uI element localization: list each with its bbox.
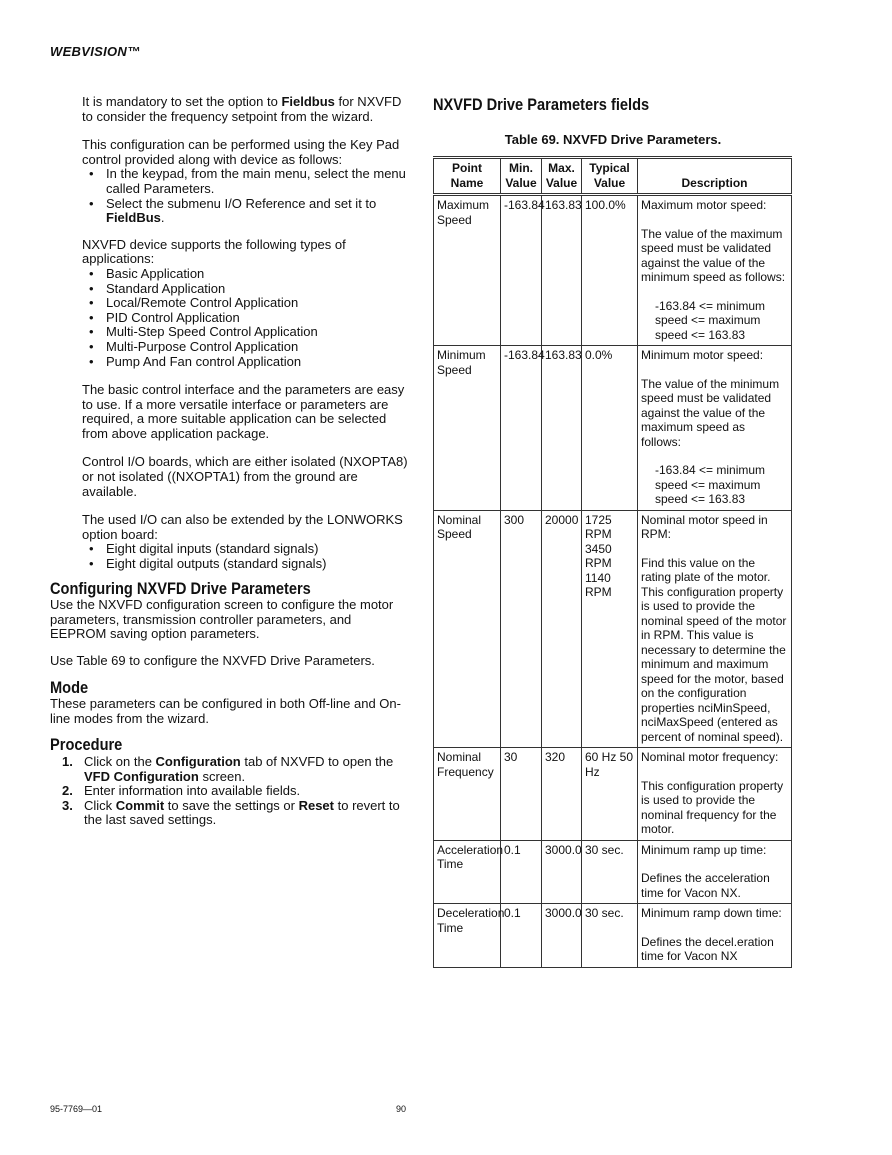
point-name-cell: Minimum Speed xyxy=(434,346,501,511)
description-cell xyxy=(638,840,792,904)
description-text: Nominal motor speed in RPM: xyxy=(641,512,768,541)
max-value-cell: 163.83 xyxy=(542,346,582,511)
list-item: • In the keypad, from the main menu, select the menu called Parameters. xyxy=(82,167,410,196)
table-row xyxy=(434,195,792,346)
configuring-heading: Configuring NXVFD Drive Parameters xyxy=(50,578,311,598)
max-value-cell: 3000.0 xyxy=(542,904,582,968)
description-text: Defines the acceleration time for Vacon NX. xyxy=(641,871,770,900)
table-row xyxy=(434,840,792,904)
table-row xyxy=(434,346,792,511)
control-interface-paragraph: The basic control interface and the parameters are easy to use. If a more versatile interface or parameters are required, a more suitable application can be selected from above application package. xyxy=(82,382,405,441)
table-header-row xyxy=(434,158,792,195)
io-boards-paragraph: Control I/O boards, which are either isolated (NXOPTA8) or not isolated ((NXOPTA1) from the ground are available. xyxy=(82,454,408,499)
table-row xyxy=(434,748,792,841)
typical-value-cell: 0.0% xyxy=(582,346,638,511)
max-value-cell: 3000.0 xyxy=(542,840,582,904)
io-block xyxy=(50,383,410,542)
max-value-cell: 320 xyxy=(542,748,582,841)
description-text: Minimum motor speed: xyxy=(641,348,764,362)
min-value-cell: 0.1 xyxy=(501,840,542,904)
io-list xyxy=(50,542,410,571)
lonworks-paragraph: The used I/O can also be extended by the LONWORKS option board: xyxy=(82,512,403,542)
point-name-cell: Maximum Speed xyxy=(434,195,501,346)
running-header: WEBVISION™ xyxy=(50,44,141,59)
typical-value-cell: 30 sec. xyxy=(582,840,638,904)
document-number: 95-7769—01 xyxy=(50,1104,103,1114)
list-item: • Multi-Purpose Control Application xyxy=(82,340,410,355)
typical-value-cell: 100.0% xyxy=(582,195,638,346)
column-header: Typical Value xyxy=(582,158,638,195)
table-section-heading: NXVFD Drive Parameters fields xyxy=(433,95,650,114)
min-value-cell: -163.84 xyxy=(501,346,542,511)
column-header: Min. Value xyxy=(501,158,542,195)
table-reference-paragraph: Use Table 69 to configure the NXVFD Drive Parameters. xyxy=(50,653,375,668)
table-row xyxy=(434,904,792,968)
column-header: Max. Value xyxy=(542,158,582,195)
max-value-cell: 20000 xyxy=(542,510,582,748)
procedure-section xyxy=(50,735,410,828)
description-text: -163.84 <= minimum speed <= maximum speed <= 163.83 xyxy=(655,298,766,342)
fieldbus-paragraph: It is mandatory to set the option to Fieldbus for NXVFD to consider the frequency setpoint from the wizard. xyxy=(82,94,402,124)
point-name-cell: Nominal Speed xyxy=(434,510,501,748)
point-name-cell: Nominal Frequency xyxy=(434,748,501,841)
description-text: Find this value on the rating plate of the motor. xyxy=(641,555,771,584)
mode-heading: Mode xyxy=(50,677,89,697)
applications-intro-block xyxy=(50,238,410,267)
min-value-cell: 30 xyxy=(501,748,542,841)
list-item: • Pump And Fan control Application xyxy=(82,355,410,370)
list-item: 3. Click Commit to save the settings or Reset to revert to the last saved settings. xyxy=(62,797,400,828)
description-text: The value of the maximum speed must be validated against the value of the minimum speed as follows: xyxy=(641,226,786,284)
list-item: 1. Click on the Configuration tab of NXVFD to open the VFD Configuration screen. xyxy=(62,753,394,784)
description-text: Minimum ramp down time: xyxy=(641,906,782,920)
applications-intro: NXVFD device supports the following types of applications: xyxy=(82,236,346,267)
configuring-paragraph: Use the NXVFD configuration screen to configure the motor parameters, transmission controller parameters, and EEPROM saving option parameters. xyxy=(50,597,394,642)
left-column xyxy=(50,95,410,828)
description-text: This configuration property is used to provide the nominal speed of the motor in RPM. This value is necessary to determine the minimum and maximum speed for the motor, based on the configuration properties nciMinSpeed, nciMaxSpeed (entered as percent of nominal speed). xyxy=(641,584,787,744)
description-cell xyxy=(638,904,792,968)
list-item: 2. Enter information into available fields. xyxy=(62,783,301,799)
list-item: • Eight digital inputs (standard signals) xyxy=(82,542,410,557)
typical-value-cell: 30 sec. xyxy=(582,904,638,968)
list-item: • Eight digital outputs (standard signals) xyxy=(82,557,410,572)
mode-paragraph: These parameters can be configured in both Off-line and On-line modes from the wizard. xyxy=(50,696,401,726)
table-caption: Table 69. NXVFD Drive Parameters. xyxy=(504,132,722,147)
list-item: • PID Control Application xyxy=(82,311,410,326)
description-text: Minimum ramp up time: xyxy=(641,842,767,857)
min-value-cell: 0.1 xyxy=(501,904,542,968)
procedure-heading: Procedure xyxy=(50,735,123,755)
description-cell xyxy=(638,195,792,346)
description-text: Nominal motor frequency: xyxy=(641,750,779,764)
point-name-cell: Acceleration Time xyxy=(434,840,501,904)
list-item: • Basic Application xyxy=(82,267,410,282)
typical-value-cell: 60 Hz 50 Hz xyxy=(582,748,638,841)
intro-block xyxy=(50,95,410,167)
keypad-steps-list xyxy=(50,167,410,225)
mode-section xyxy=(50,677,410,727)
page-number: 90 xyxy=(396,1104,407,1114)
typical-value-cell: 1725 RPM 3450 RPM 1140 RPM xyxy=(582,510,638,748)
keypad-paragraph: This configuration can be performed using the Key Pad control provided along with device as follows: xyxy=(82,137,400,167)
description-cell xyxy=(638,748,792,841)
description-cell xyxy=(638,510,792,748)
applications-list xyxy=(50,267,410,369)
description-cell xyxy=(638,346,792,511)
description-text: Maximum motor speed: xyxy=(641,198,767,212)
list-item: • Select the submenu I/O Reference and set it to FieldBus. xyxy=(82,197,410,226)
drive-parameters-table xyxy=(433,156,792,968)
right-column xyxy=(433,95,793,968)
column-header: Description xyxy=(638,158,792,195)
description-text: This configuration property is used to provide the nominal frequency for the motor. xyxy=(641,778,784,836)
description-text: The value of the minimum speed must be validated against the value of the maximum speed as follows: xyxy=(641,376,780,449)
list-item: • Local/Remote Control Application xyxy=(82,296,410,311)
configuring-section xyxy=(50,578,410,669)
point-name-cell: Deceleration Time xyxy=(434,904,501,968)
min-value-cell: 300 xyxy=(501,510,542,748)
list-item: • Multi-Step Speed Control Application xyxy=(82,325,410,340)
description-text: -163.84 <= minimum speed <= maximum speed <= 163.83 xyxy=(655,463,766,506)
list-item: • Standard Application xyxy=(82,282,410,297)
min-value-cell: -163.84 xyxy=(501,195,542,346)
table-row xyxy=(434,510,792,748)
procedure-steps xyxy=(50,755,410,828)
max-value-cell: 163.83 xyxy=(542,195,582,346)
column-header: Point Name xyxy=(434,158,501,195)
description-text: Defines the decel.eration time for Vacon NX xyxy=(641,934,774,963)
